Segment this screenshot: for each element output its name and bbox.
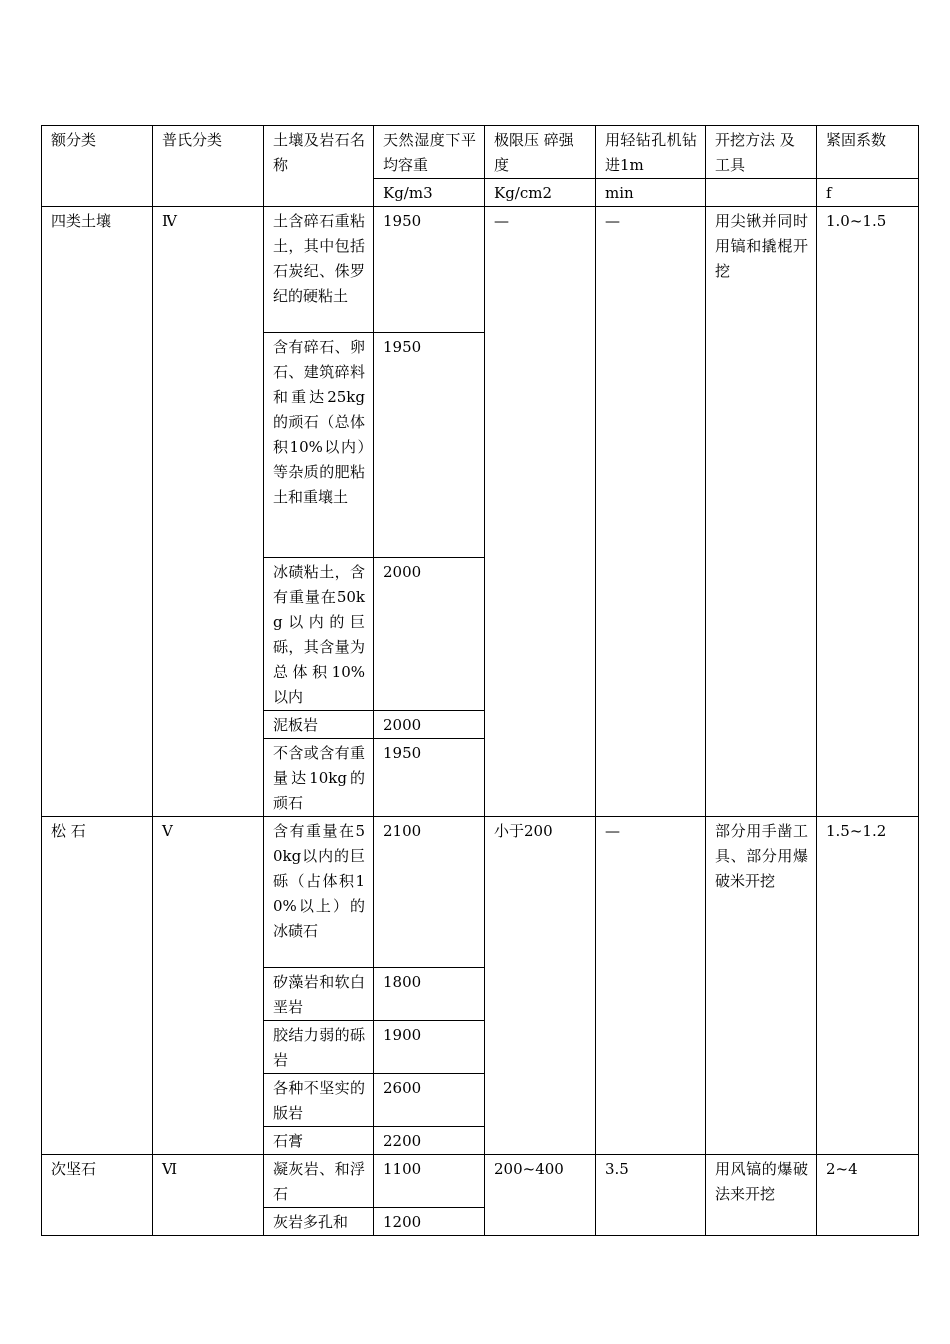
density-cell: 1800 xyxy=(374,968,485,1021)
rock-name-cell: 石膏 xyxy=(264,1127,374,1155)
rock-name-cell: 含有碎石、卵石、建筑碎料和重达25kg的顽石（总体积10%以内）等杂质的肥粘土和重壤土 xyxy=(264,333,374,558)
rock-name-cell: 土含碎石重粘土，其中包括石炭纪、侏罗纪的硬粘土 xyxy=(264,207,374,333)
table-row xyxy=(42,817,919,968)
unit-strength: Kg/cm2 xyxy=(485,179,596,207)
strength-cell: 小于200 xyxy=(485,817,596,1155)
density-cell: 2600 xyxy=(374,1074,485,1127)
density-cell: 2000 xyxy=(374,558,485,711)
header-coef: 紧固系数 xyxy=(817,126,919,179)
rock-name-cell: 凝灰岩、和浮石 xyxy=(264,1155,374,1208)
method-cell: 用风镐的爆破法来开挖 xyxy=(706,1155,817,1236)
header-drill: 用轻钻孔机钻进1m xyxy=(596,126,706,179)
drill-cell: — xyxy=(596,207,706,817)
rock-name-cell: 矽藻岩和软白垩岩 xyxy=(264,968,374,1021)
category-cell: 次坚石 xyxy=(42,1155,153,1236)
unit-density: Kg/m3 xyxy=(374,179,485,207)
density-cell: 1200 xyxy=(374,1208,485,1236)
coef-cell: 1.5~1.2 xyxy=(817,817,919,1155)
category-cell: 四类土壤 xyxy=(42,207,153,817)
rock-name-cell: 各种不坚实的版岩 xyxy=(264,1074,374,1127)
density-cell: 1950 xyxy=(374,333,485,558)
rock-name-cell: 冰碛粘土，含有重量在50kg以内的巨砾，其含量为总体积10%以内 xyxy=(264,558,374,711)
rock-name-cell: 含有重量在50kg以内的巨砾（占体积10%以上）的冰碛石 xyxy=(264,817,374,968)
rock-classification-table xyxy=(41,125,919,1236)
density-cell: 2100 xyxy=(374,817,485,968)
rock-name-cell: 泥板岩 xyxy=(264,711,374,739)
grade-cell: Ⅵ xyxy=(153,1155,264,1236)
unit-drill: min xyxy=(596,179,706,207)
strength-cell: — xyxy=(485,207,596,817)
density-cell: 1100 xyxy=(374,1155,485,1208)
rock-name-cell: 胶结力弱的砾岩 xyxy=(264,1021,374,1074)
density-cell: 2200 xyxy=(374,1127,485,1155)
rock-name-cell: 灰岩多孔和 xyxy=(264,1208,374,1236)
density-cell: 2000 xyxy=(374,711,485,739)
drill-cell: 3.5 xyxy=(596,1155,706,1236)
header-name: 土壤及岩石名称 xyxy=(264,126,374,207)
header-density: 天然湿度下平均容重 xyxy=(374,126,485,179)
header-grade: 普氏分类 xyxy=(153,126,264,207)
rock-name-cell: 不含或含有重量达10kg的顽石 xyxy=(264,739,374,817)
header-row xyxy=(42,126,919,179)
method-cell: 部分用手凿工具、部分用爆破米开挖 xyxy=(706,817,817,1155)
header-category: 额分类 xyxy=(42,126,153,207)
density-cell: 1950 xyxy=(374,207,485,333)
category-cell: 松 石 xyxy=(42,817,153,1155)
grade-cell: Ⅴ xyxy=(153,817,264,1155)
strength-cell: 200~400 xyxy=(485,1155,596,1236)
header-strength: 极限压 碎强度 xyxy=(485,126,596,179)
drill-cell: — xyxy=(596,817,706,1155)
density-cell: 1950 xyxy=(374,739,485,817)
table-row xyxy=(42,207,919,333)
coef-cell: 1.0~1.5 xyxy=(817,207,919,817)
grade-cell: Ⅳ xyxy=(153,207,264,817)
density-cell: 1900 xyxy=(374,1021,485,1074)
header-method: 开挖方法 及工具 xyxy=(706,126,817,179)
table-row xyxy=(42,1155,919,1208)
unit-coef: f xyxy=(817,179,919,207)
unit-method xyxy=(706,179,817,207)
coef-cell: 2~4 xyxy=(817,1155,919,1236)
method-cell: 用尖锹并同时用镐和撬棍开挖 xyxy=(706,207,817,817)
